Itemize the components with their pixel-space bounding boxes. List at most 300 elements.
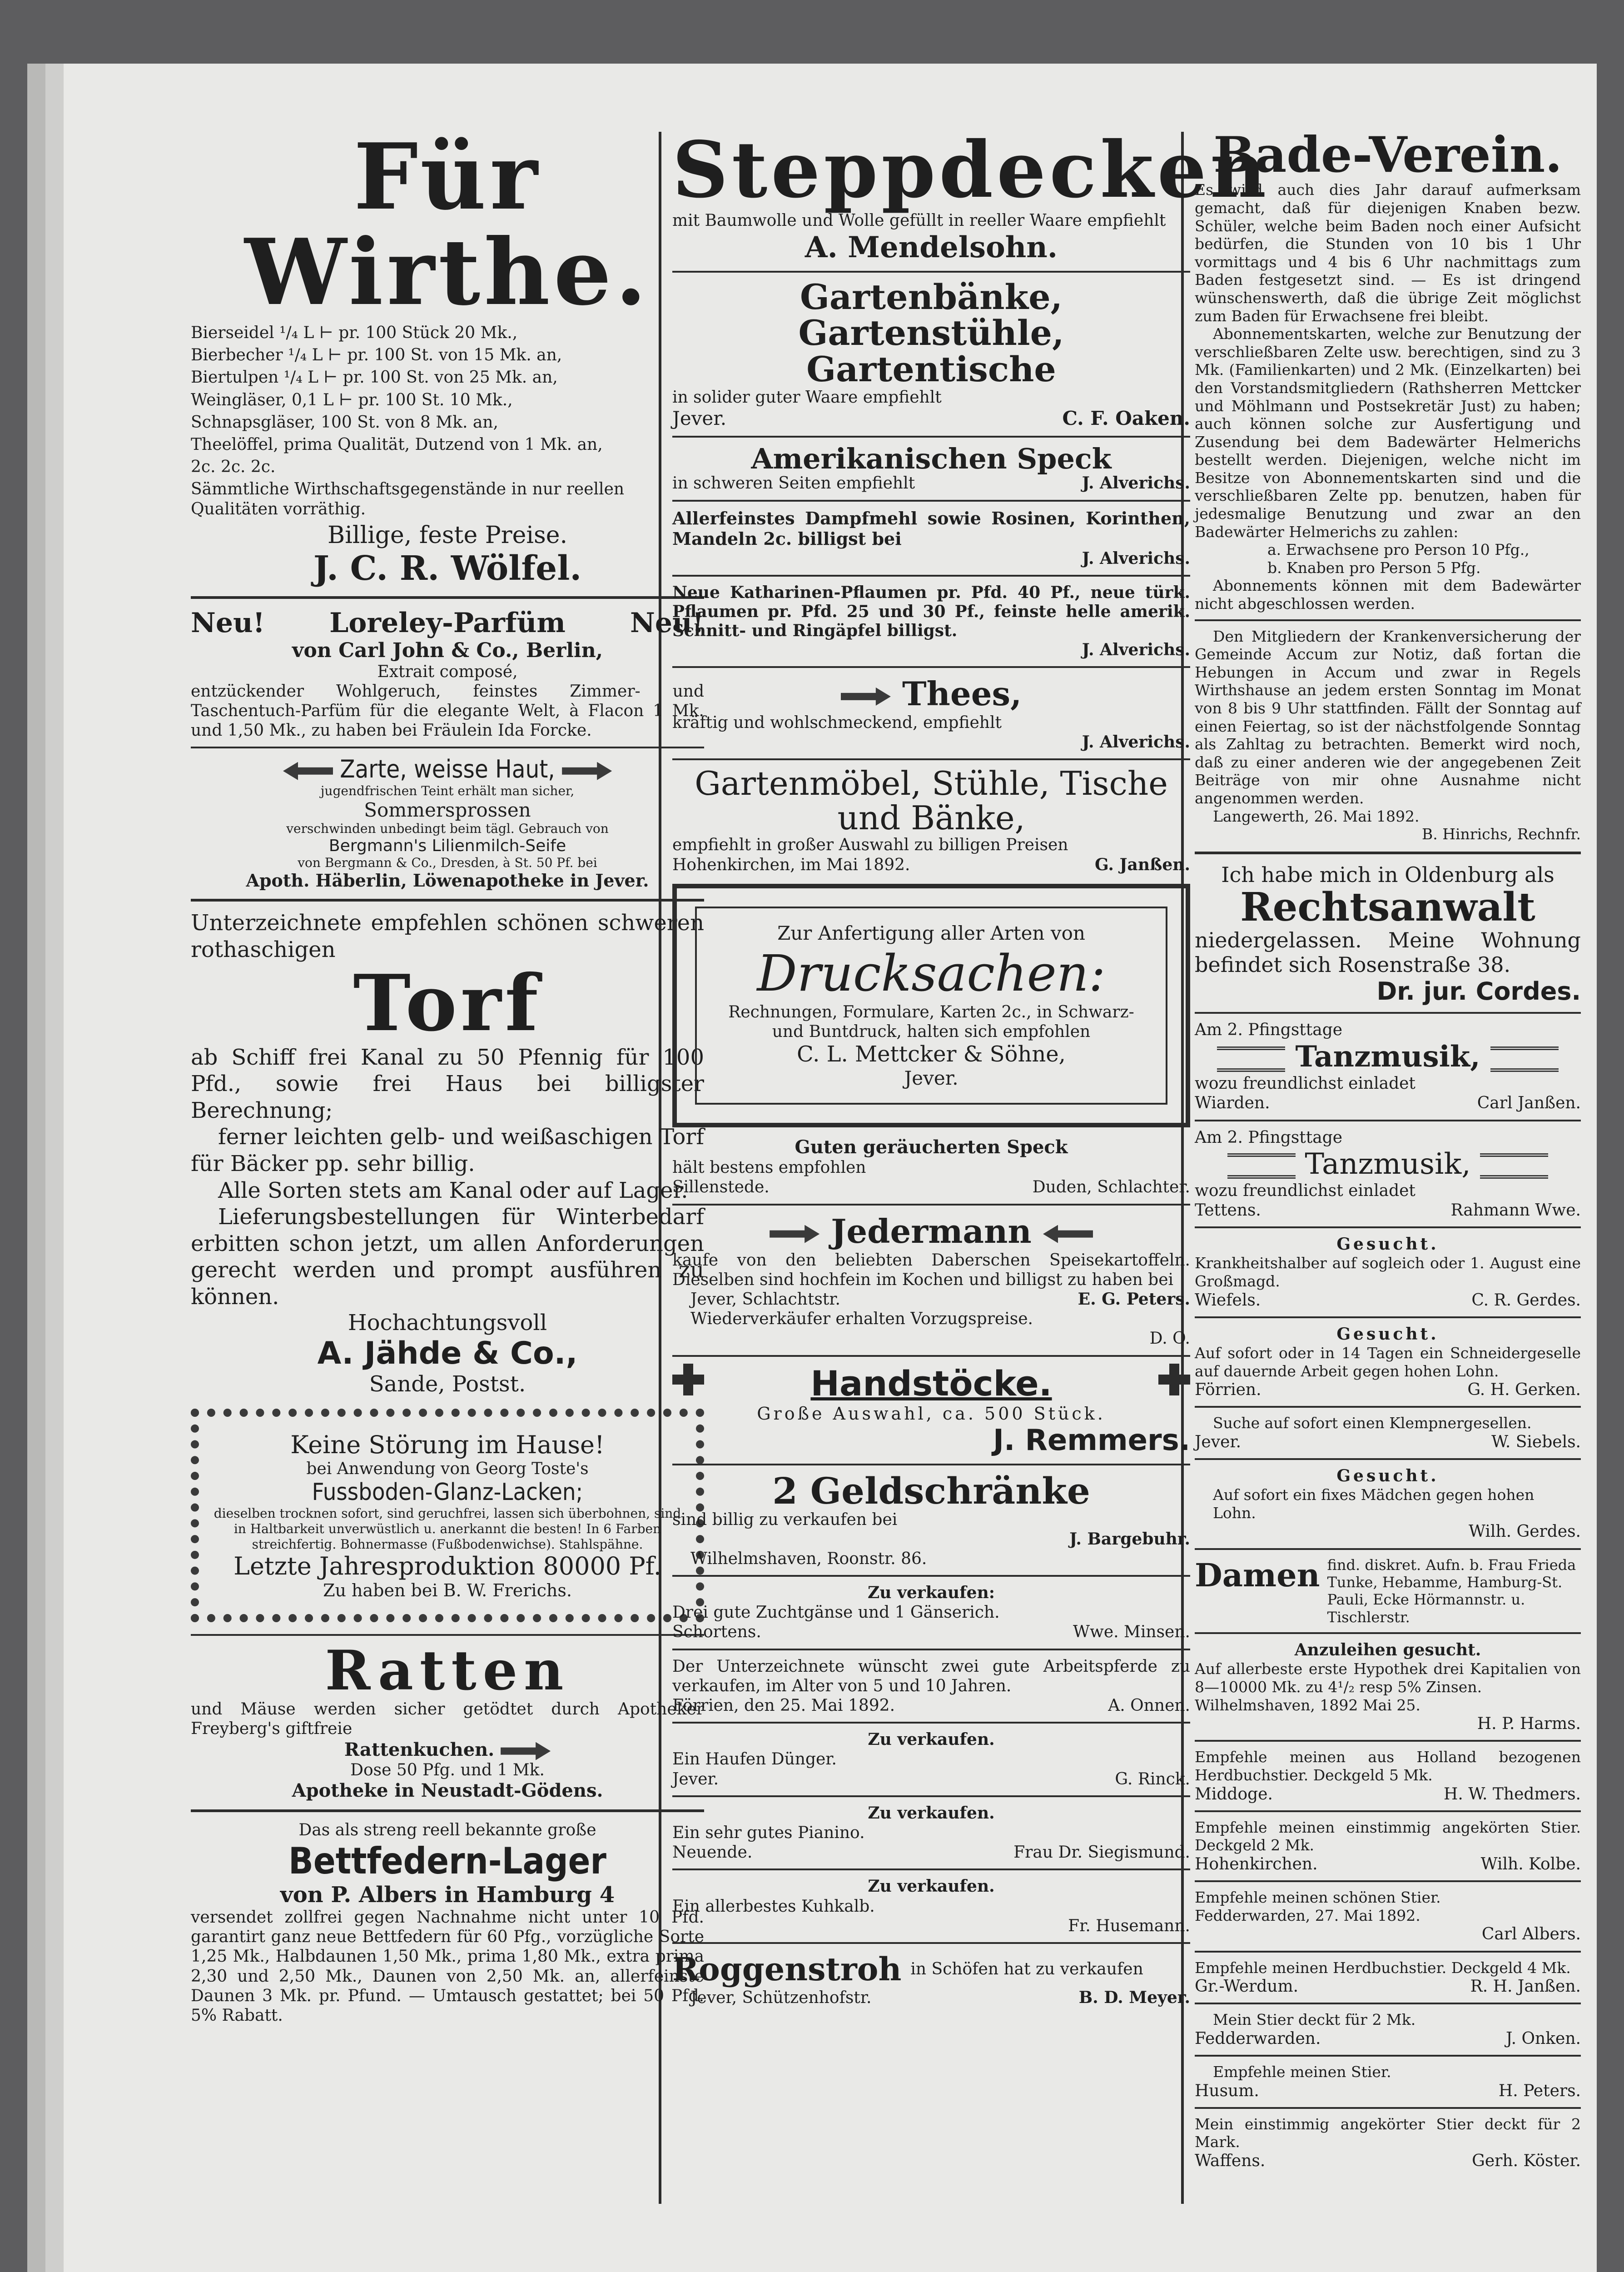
ad-footer xyxy=(1195,1784,1581,1804)
ad-badeverein xyxy=(1195,126,1581,613)
ad-anleihe xyxy=(1195,1640,1581,1734)
ad-text: verschwinden unbedingt beim tägl. Gebrauch von xyxy=(286,821,609,837)
ad-text: Suche auf sofort einen Klempnergesellen. xyxy=(1213,1414,1532,1432)
product-name: Fussboden-Glanz-Lacken; xyxy=(312,1479,583,1506)
ad-title-row xyxy=(672,1212,1190,1251)
ad-tanzmusik-2 xyxy=(1195,1128,1581,1221)
ad-place: Wilhelmshaven, Roonstr. 86. xyxy=(690,1549,927,1568)
ad-title: Steppdecken xyxy=(672,125,1270,215)
ad-price-list xyxy=(191,323,704,519)
ad-text: Abonnements können mit dem Badewärter nicht abgeschlossen werden. xyxy=(1195,577,1581,613)
divider xyxy=(191,899,704,902)
ad-signature: E. G. Peters. xyxy=(1078,1289,1190,1309)
ad-initials: D. O. xyxy=(1149,1329,1190,1348)
ad-intro: Das als streng reell bekannte große xyxy=(298,1820,596,1839)
ad-place: Hohenkirchen, im Mai 1892. xyxy=(672,855,910,874)
ad-gesucht-klempner xyxy=(1195,1414,1581,1452)
ad-footer xyxy=(1195,2151,1581,2171)
ad-tanzmusik-1 xyxy=(1195,1020,1581,1113)
ad-gartenbaenke xyxy=(672,276,1190,430)
divider xyxy=(1195,1120,1581,1121)
ad-signature: H. W. Thedmers. xyxy=(1444,1784,1581,1804)
ad-place: Jever. xyxy=(672,407,727,430)
ad-title: Amerikanischen Speck xyxy=(751,442,1112,476)
ad-footer xyxy=(672,473,1190,493)
ad-place: Langewerth, 26. Mai 1892. xyxy=(1213,807,1420,825)
ad-loreley xyxy=(191,607,704,741)
divider xyxy=(672,575,1190,577)
ad-text: Neue Katharinen-Pflaumen pr. Pfd. 40 Pf., neue türk. Pflaumen pr. Pfd. 25 und 30 Pf., feinste helle amerik. Schnitt- und Ringäpfel billigst. xyxy=(672,583,1190,640)
ad-signature: Wwe. Minsen. xyxy=(1073,1623,1190,1642)
divider xyxy=(672,1868,1190,1870)
ad-title: Torf xyxy=(353,958,542,1049)
ad-signature: J. Alverichs. xyxy=(1082,732,1190,752)
ad-stier-4 xyxy=(1195,2063,1581,2101)
ad-title: Gesucht. xyxy=(1336,1466,1439,1486)
ad-title: Jedermann xyxy=(831,1211,1032,1251)
ad-steppdecken xyxy=(672,125,1270,264)
price-line: Biertulpen ¹/₄ L ⊢ pr. 100 St. von 25 Mk. an, xyxy=(191,368,558,387)
ad-signature: Carl Albers. xyxy=(1481,1925,1581,1944)
ad-footer xyxy=(1195,1432,1581,1452)
ad-title: Zu verkaufen. xyxy=(868,1803,995,1823)
ad-text: Ein allerbestes Kuhkalb. xyxy=(672,1897,875,1916)
ad-text: kaufe von den beliebten Daberschen Speisekartoffeln. Dieselben sind hochfein im Kochen und billigst zu haben bei xyxy=(672,1251,1190,1289)
ad-gartenmoebel xyxy=(672,764,1190,875)
ad-price: Dose 50 Pfg. und 1 Mk. xyxy=(350,1760,545,1779)
ad-damen xyxy=(1195,1556,1581,1626)
ad-signature: B. D. Meyer. xyxy=(1078,1988,1190,2007)
ad-signature: J. C. R. Wölfel. xyxy=(313,548,582,588)
ad-title: 2 Geldschränke xyxy=(772,1469,1090,1512)
ad-title: Gartentische xyxy=(806,349,1056,390)
divider xyxy=(672,1575,1190,1577)
divider xyxy=(1195,1458,1581,1460)
ad-place: Förrien, den 25. Mai 1892. xyxy=(672,1696,895,1715)
ad-lacke xyxy=(191,1409,704,1622)
ad-title: Anzuleihen gesucht. xyxy=(1294,1640,1481,1660)
ad-maker: von Carl John & Co., Berlin, xyxy=(292,638,603,662)
divider xyxy=(1195,1548,1581,1550)
ad-title: Für Wirthe. xyxy=(244,124,651,326)
price-line: Bierbecher ¹/₄ L ⊢ pr. 100 St. von 15 Mk. an, xyxy=(191,346,562,365)
ad-fee: b. Knaben pro Person 5 Pfg. xyxy=(1267,558,1481,577)
ad-footer xyxy=(672,1769,1190,1789)
divider xyxy=(1195,1226,1581,1228)
new-label: Neu! xyxy=(630,607,704,639)
ad-text: in schweren Seiten empfiehlt xyxy=(672,474,915,493)
ad-title-row xyxy=(1195,1040,1581,1074)
ad-text: Auf allerbeste erste Hypothek drei Kapitalien von 8—10000 Mk. zu 4¹/₂ resp 5% Zinsen. xyxy=(1195,1660,1581,1696)
ad-intro: Zur Anfertigung aller Arten von xyxy=(777,922,1085,944)
ad-signature: Dr. jur. Cordes. xyxy=(1376,977,1581,1006)
ad-intro: Ich habe mich in Oldenburg als xyxy=(1221,862,1554,887)
ad-place: Hohenkirchen. xyxy=(1195,1854,1318,1873)
ad-text: ferner leichten gelb- und weißaschigen Torf für Bäcker pp. sehr billig. xyxy=(191,1124,704,1176)
ad-text: Abonnementskarten, welche zur Benutzung der verschließbaren Zelte usw. berechtigen, sind zu 3 Mk. (Familienkarten) und 2 Mk. (Einzelkarten) bei den Vorstandsmitgliedern (Rathsherren Mettcker und Möhlmann und Postsekretär Just) zu haben; auch können solche zur Ausfertigung und Zusendung bei dem Badewärter Helmerichs bestellt werden. Diejenigen, welche nicht im Besitze von Abonnementskarten sind und die verschließbaren Zelte pp. benutzen, haben für jedesmalige Benutzung und zwar an den Badewärter Helmerichs zu zahlen: xyxy=(1195,325,1581,541)
ad-signature: Wilh. Kolbe. xyxy=(1480,1854,1581,1873)
ad-title: Gartenbänke, xyxy=(800,276,1063,317)
ad-signature: J. Alverichs. xyxy=(1082,473,1190,493)
ad-place: Neuende. xyxy=(672,1843,753,1862)
ad-footer xyxy=(672,855,1190,875)
ad-herdbuchstier-1 xyxy=(1195,1748,1581,1804)
divider xyxy=(1195,619,1581,621)
ad-signature: Frau Dr. Siegismund. xyxy=(1013,1843,1190,1862)
ornament-icon xyxy=(1217,1046,1285,1072)
ad-title-row xyxy=(672,674,1190,713)
ad-rechtsanwalt xyxy=(1195,862,1581,1006)
ad-title: Rechtsanwalt xyxy=(1240,884,1535,930)
ad-text: mit Baumwolle und Wolle gefüllt in reeller Waare empfiehlt xyxy=(672,211,1166,230)
ad-highlight: Letzte Jahresproduktion 80000 Pf. xyxy=(233,1552,661,1581)
pointing-hand-icon xyxy=(1043,1225,1093,1243)
ad-place: Fedderwarden, 27. Mai 1892. xyxy=(1195,1906,1420,1924)
ad-title: Bade-Verein. xyxy=(1213,126,1562,184)
ad-title: Thees, xyxy=(902,674,1022,713)
ad-title: Bettfedern-Lager xyxy=(288,1840,606,1882)
ad-text: wozu freundlichst einladet xyxy=(1195,1181,1415,1200)
column-1 xyxy=(191,124,704,2025)
ad-text: hält bestens empfohlen xyxy=(672,1158,866,1177)
ad-footer xyxy=(672,1290,1190,1309)
ad-text: sind billig zu verkaufen bei xyxy=(672,1510,898,1529)
ad-signature: Fr. Husemann. xyxy=(1068,1916,1190,1935)
ad-lilienmilch xyxy=(191,755,704,891)
divider xyxy=(191,1809,704,1812)
divider xyxy=(1195,2055,1581,2057)
ad-signature: J. Onken. xyxy=(1506,2029,1581,2048)
ad-signature: G. Janßen. xyxy=(1094,855,1190,874)
ad-text: Empfehle meinen aus Holland bezogenen Herdbuchstier. Deckgeld 5 Mk. xyxy=(1195,1748,1581,1784)
cross-icon xyxy=(1158,1364,1190,1395)
ad-place: Jever. xyxy=(1195,1432,1242,1451)
ad-drucksachen xyxy=(672,884,1190,1127)
ornament-icon xyxy=(1480,1153,1548,1179)
ad-stier-5 xyxy=(1195,2115,1581,2171)
ad-title: Drucksachen: xyxy=(757,944,1106,1002)
divider xyxy=(672,1355,1190,1357)
ad-date: Am 2. Pfingsttage xyxy=(1195,1128,1343,1147)
ad-wirthe xyxy=(191,124,704,588)
ad-fee: a. Erwachsene pro Person 10 Pfg., xyxy=(1267,541,1530,559)
ad-title-row xyxy=(191,607,704,639)
ad-title-row xyxy=(1195,1147,1581,1181)
ad-place: Förrien. xyxy=(1195,1380,1261,1400)
ad-title: Tanzmusik, xyxy=(1305,1147,1471,1181)
ad-title: Zarte, weisse Haut, xyxy=(340,755,555,784)
ad-geraeucherter-speck xyxy=(672,1136,1190,1197)
ad-dampfmehl xyxy=(672,508,1190,568)
ad-signature: H. P. Harms. xyxy=(1477,1714,1581,1734)
ad-text: dieselben trocknen sofort, sind geruchfrei, lassen sich überbohnen, sind in Haltbarkeit unverwüstlich u. anerkannt die besten! In 6 Farben streichfertig. Bohnermasse (Fußbodenwichse). Stahlspähne. xyxy=(214,1506,681,1552)
divider xyxy=(672,500,1190,502)
ad-title-row xyxy=(191,755,704,783)
divider xyxy=(191,596,704,599)
ad-text: in Schöfen hat zu verkaufen xyxy=(910,1959,1143,1978)
ad-footer xyxy=(672,1622,1190,1642)
pointing-hand-icon xyxy=(562,762,612,780)
ad-signature: Wilh. Gerdes. xyxy=(1468,1522,1581,1541)
ad-herdbuchstier-2 xyxy=(1195,1959,1581,1997)
ad-thees xyxy=(672,674,1190,752)
ad-title: Gesucht. xyxy=(1336,1235,1439,1254)
ad-signature: J. Remmers. xyxy=(993,1423,1190,1457)
ad-footer xyxy=(672,407,1190,429)
ad-krankenversicherung xyxy=(1195,628,1581,843)
ad-footer xyxy=(1195,1093,1581,1113)
ad-inner-frame xyxy=(695,907,1167,1105)
ornament-icon xyxy=(1490,1046,1559,1072)
ad-place: Jever, Schützenhofstr. xyxy=(690,1988,872,2007)
divider xyxy=(1195,1951,1581,1953)
ad-text: Große Auswahl, ca. 500 Stück. xyxy=(757,1403,1106,1424)
ad-ratten xyxy=(191,1639,704,1801)
ad-place: Gr.-Werdum. xyxy=(1195,1977,1299,1996)
ad-pianino xyxy=(672,1804,1190,1863)
ad-title: Zu verkaufen. xyxy=(868,1730,995,1749)
ad-signature: G. Rinck. xyxy=(1115,1769,1190,1789)
product-name xyxy=(191,1739,704,1760)
divider xyxy=(672,1649,1190,1650)
ad-place: Schortens. xyxy=(672,1623,761,1642)
ad-text: find. diskret. Aufn. b. Frau Frieda Tunke, Hebamme, Hamburg-St. Pauli, Ecke Hörmannstr. u. Tischlerstr. xyxy=(1327,1556,1576,1626)
ad-text: Auf sofort oder in 14 Tagen ein Schneidergeselle auf dauernde Arbeit gegen hohen Lohn. xyxy=(1195,1344,1581,1380)
ad-text: bei Anwendung von Georg Toste's xyxy=(306,1460,589,1479)
price-line: Schnapsgläser, 100 St. von 8 Mk. an, xyxy=(191,413,498,432)
ad-text: Wiederverkäufer erhalten Vorzugspreise. xyxy=(690,1310,1033,1329)
ad-title: Roggenstroh xyxy=(672,1950,902,1988)
ad-footer xyxy=(1195,2081,1581,2101)
divider xyxy=(191,1634,704,1636)
ad-zuchtgaense xyxy=(672,1583,1190,1642)
ad-signature: J. Bargebuhr. xyxy=(1069,1529,1190,1549)
ad-place: Middoge. xyxy=(1195,1784,1273,1804)
ad-title: Gartenmöbel, Stühle, Tische und Bänke, xyxy=(695,764,1168,837)
ad-gesucht-grossmagd xyxy=(1195,1235,1581,1310)
ad-signature: J. Alverichs. xyxy=(1082,640,1190,659)
ad-place: Jever, Schlachtstr. xyxy=(690,1290,840,1309)
ad-text: in solider guter Waare empfiehlt xyxy=(672,388,942,407)
ad-text: entzückender Wohlgeruch, feinstes Zimmer- und Taschentuch-Parfüm für die elegante Welt, à Flacon 1 Mk. und 1,50 Mk., zu haben bei Fräulein Ida Forcke. xyxy=(191,682,704,740)
ad-text: Drei gute Zuchtgänse und 1 Gänserich. xyxy=(672,1603,1000,1622)
divider xyxy=(672,436,1190,438)
ad-signature: C. L. Mettcker & Söhne, xyxy=(797,1041,1066,1067)
divider xyxy=(1195,2003,1581,2004)
product-name: Bergmann's Lilienmilch-Seife xyxy=(328,836,566,855)
ad-footer xyxy=(1195,1201,1581,1220)
ad-text: Rechnungen, Formulare, Karten 2c., in Schwarz- und Buntdruck, halten sich empfohlen xyxy=(728,1002,1134,1041)
ad-title: Loreley-Parfüm xyxy=(329,607,566,639)
ad-text: Mein Stier deckt für 2 Mk. xyxy=(1213,2011,1416,2029)
ad-speck xyxy=(672,444,1190,493)
divider xyxy=(672,1795,1190,1797)
ad-text: Ein Haufen Dünger. xyxy=(672,1750,837,1769)
ad-subtitle: Extrait composé, xyxy=(377,662,518,681)
product-label: Rattenkuchen. xyxy=(344,1739,495,1760)
new-label: Neu! xyxy=(191,607,265,639)
ad-footer xyxy=(1195,2029,1581,2048)
ad-title: Tanzmusik, xyxy=(1295,1040,1480,1074)
ad-jedermann xyxy=(672,1212,1190,1349)
ad-text: jugendfrischen Teint erhält man sicher, xyxy=(320,783,575,799)
ad-seller: Apotheke in Neustadt-Gödens. xyxy=(292,1779,603,1801)
ad-torf xyxy=(191,910,704,1397)
ad-text: Empfehle meinen Stier. xyxy=(1213,2063,1391,2081)
ad-stier-2 xyxy=(1195,1888,1581,1944)
ad-stier-3 xyxy=(1195,2011,1581,2048)
ad-text: Den Mitgliedern der Krankenversicherung der Gemeinde Accum zur Notiz, daß fortan die Hebungen in Accum und zwar in Regels Wirthshause an jedem ersten Sonntag im Monat von 8 bis 9 Uhr stattfinden. Fällt der Sonntag auf einen Feiertag, so ist der nächstfolgende Sonntag als Zahltag zu betrachten. Bemerkt wird noch, daß zu einer anderen wie der angegebenen Zeit Beiträge von mir ohne Ausnahme nicht angenommen werden. xyxy=(1195,627,1581,807)
ad-seller: Zu haben bei B. W. Frerichs. xyxy=(323,1580,572,1601)
divider xyxy=(1195,1012,1581,1014)
ad-pflaumen xyxy=(672,583,1190,660)
divider xyxy=(1195,852,1581,854)
divider xyxy=(1195,1632,1581,1634)
ad-text: von Bergmann & Co., Dresden, à St. 50 Pf. bei xyxy=(298,855,597,870)
ad-signature: Duden, Schlachter. xyxy=(1032,1178,1190,1197)
ad-place: Sande, Postst. xyxy=(369,1371,526,1397)
ad-signature: C. F. Oaken. xyxy=(1062,407,1190,430)
ad-signature: R. H. Janßen. xyxy=(1470,1977,1581,1996)
ad-stier-1 xyxy=(1195,1819,1581,1874)
ad-text: und Mäuse werden sicher getödtet durch Apotheker Freyberg's giftfreie xyxy=(191,1700,704,1739)
ad-place: Wiefels. xyxy=(1195,1290,1261,1310)
ad-signature: H. Peters. xyxy=(1498,2081,1581,2100)
ad-signature: A. Onnen. xyxy=(1108,1696,1190,1715)
divider xyxy=(1195,1406,1581,1408)
divider xyxy=(672,1942,1190,1944)
ad-signature: Rahmann Wwe. xyxy=(1450,1201,1581,1220)
ad-arbeitspferde xyxy=(672,1657,1190,1716)
ad-bettfedern xyxy=(191,1820,704,2025)
ad-footer xyxy=(672,1696,1190,1715)
ad-text: ab Schiff frei Kanal zu 50 Pfennig für 100 Pfd., sowie frei Haus bei billigster Berechnung; xyxy=(191,1044,704,1123)
ad-title: Handstöcke. xyxy=(810,1363,1052,1404)
divider xyxy=(1195,1810,1581,1812)
ad-place: Sillenstede. xyxy=(672,1178,770,1197)
ad-seller: Apoth. Häberlin, Löwenapotheke in Jever. xyxy=(246,870,649,891)
ad-duenger xyxy=(672,1730,1190,1789)
ad-text: wozu freundlichst einladet xyxy=(1195,1074,1415,1093)
pointing-hand-icon xyxy=(770,1225,819,1243)
ad-text: Empfehle meinen Herdbuchstier. Deckgeld 4 Mk. xyxy=(1195,1958,1571,1977)
ad-place: Jever. xyxy=(904,1067,959,1090)
ad-place: Husum. xyxy=(1195,2081,1259,2100)
price-line: Theelöffel, prima Qualität, Dutzend von 1 Mk. an, xyxy=(191,435,603,454)
divider xyxy=(1195,1740,1581,1742)
ad-title: Keine Störung im Hause! xyxy=(290,1430,605,1460)
ad-text: Empfehle meinen schönen Stier. xyxy=(1195,1888,1441,1907)
ad-text: versendet zollfrei gegen Nachnahme nicht unter 10 Pfd. garantirt ganz neue Bettfedern für 60 Pfg., vorzügliche Sorte 1,25 Mk., Halbdaunen 1,50 Mk., prima 1,80 Mk., extra prima 2,30 und 2,50 Mk., Daunen von 2,50 Mk. an, allerfeinste Daunen 3 Mk. pr. Pfund. — Umtausch gestattet; bei 50 Pfd. 5% Rabatt. xyxy=(191,1908,704,2025)
ad-signature: G. H. Gerken. xyxy=(1467,1380,1581,1400)
ad-text: Ein sehr gutes Pianino. xyxy=(672,1823,865,1842)
cross-icon xyxy=(672,1364,704,1395)
ad-signature: J. Alverichs. xyxy=(1082,548,1190,568)
ad-title-row xyxy=(672,1950,1190,1988)
ad-signature: Carl Janßen. xyxy=(1477,1094,1581,1113)
ad-date: Am 2. Pfingsttage xyxy=(1195,1021,1343,1040)
ad-geldschraenke xyxy=(672,1469,1190,1569)
ad-place: Fedderwarden. xyxy=(1195,2029,1321,2048)
ad-signature: W. Siebels. xyxy=(1491,1432,1581,1451)
ad-text: Allerfeinstes Dampfmehl sowie Rosinen, Korinthen, Mandeln 2c. billigst bei xyxy=(672,508,1190,549)
divider xyxy=(191,747,704,748)
ad-text: Auf sofort ein fixes Mädchen gegen hohen Lohn. xyxy=(1213,1486,1535,1522)
ad-gesucht-maedchen xyxy=(1195,1466,1581,1542)
ad-greeting: Hochachtungsvoll xyxy=(348,1310,547,1336)
price-line: Sämmtliche Wirthschaftsgegenstände in nur reellen Qualitäten vorräthig. xyxy=(191,480,625,518)
ad-text: kräftig und wohlschmeckend, empfiehlt xyxy=(672,713,1002,732)
divider xyxy=(1195,2107,1581,2109)
ad-footer xyxy=(1195,1380,1581,1400)
ad-footer xyxy=(1195,1290,1581,1310)
pointing-hand-icon xyxy=(283,762,333,780)
ad-title: Zu verkaufen: xyxy=(867,1583,995,1603)
ad-signature: A. Jähde & Co., xyxy=(317,1335,578,1372)
ad-roggenstroh xyxy=(672,1950,1190,2008)
ad-highlight: Sommersprossen xyxy=(364,799,531,822)
ad-text: empfiehlt in großer Auswahl zu billigen Preisen xyxy=(672,836,1068,855)
ad-text: Krankheitshalber auf sogleich oder 1. August eine Großmagd. xyxy=(1195,1254,1581,1290)
ad-place: Jever. xyxy=(672,1769,719,1789)
ad-title: Guten geräucherten Speck xyxy=(795,1136,1068,1158)
ad-place: Wilhelmshaven, 1892 Mai 25. xyxy=(1195,1696,1420,1714)
ad-signature: Gerh. Köster. xyxy=(1472,2152,1581,2171)
divider xyxy=(1195,1880,1581,1882)
divider xyxy=(672,1464,1190,1465)
ornament-icon xyxy=(1227,1153,1296,1179)
ad-place: Tettens. xyxy=(1195,1201,1261,1220)
pointing-hand-icon xyxy=(841,688,891,706)
ad-signature: B. Hinrichs, Rechnfr. xyxy=(1421,825,1581,843)
ad-place: Waffens. xyxy=(1195,2152,1266,2171)
ad-signature: A. Mendelsohn. xyxy=(805,230,1058,264)
ad-gesucht-schneider xyxy=(1195,1325,1581,1400)
divider xyxy=(672,271,1190,273)
ad-title: Zu verkaufen. xyxy=(868,1877,995,1896)
ad-text: niedergelassen. Meine Wohnung befindet sich Rosenstraße 38. xyxy=(1195,928,1581,977)
divider xyxy=(672,666,1190,668)
ad-text: Der Unterzeichnete wünscht zwei gute Arbeitspferde zu verkaufen, im Alter von 5 und 10 Jahren. xyxy=(672,1657,1190,1695)
column-3 xyxy=(1195,126,1581,2171)
ad-title: Damen xyxy=(1195,1556,1320,1594)
ad-title: Gartenstühle, xyxy=(798,313,1064,354)
divider xyxy=(672,1204,1190,1206)
price-line: Bierseidel ¹/₄ L ⊢ pr. 100 Stück 20 Mk., xyxy=(191,324,518,342)
ad-text: Mein einstimmig angekörter Stier deckt für 2 Mark. xyxy=(1195,2115,1581,2151)
ad-footer xyxy=(1195,1854,1581,1874)
price-line: 2c. 2c. 2c. xyxy=(191,458,276,477)
pointing-hand-icon xyxy=(501,1742,551,1760)
ad-footer xyxy=(1195,1977,1581,1996)
ad-intro: Unterzeichnete empfehlen schönen schweren rothaschigen xyxy=(191,910,704,962)
ad-title: Ratten xyxy=(325,1639,570,1703)
ad-kuhkalb xyxy=(672,1877,1190,1936)
ad-title: Gesucht. xyxy=(1336,1324,1439,1344)
divider xyxy=(672,1722,1190,1724)
ad-slogan: Billige, feste Preise. xyxy=(328,521,567,549)
ad-handstoecke xyxy=(672,1363,1190,1457)
ad-text: Lieferungsbestellungen für Winterbedarf erbitten schon jetzt, um allen Anforderungen gerecht werden und prompt ausführen zu können. xyxy=(191,1204,704,1310)
ad-text: Es wird auch dies Jahr darauf aufmerksam gemacht, daß für diejenigen Knaben bezw. Schüler, welche beim Baden noch einer Aufsicht bedürfen, die Stunden von 10 bis 1 Uhr vormittags und 4 bis 6 Uhr nachmittags zum Baden festgesetzt sind. — Es ist dringend wünschenswerth, daß die übrige Zeit möglichst zum Baden für Erwachsene frei bleibt. xyxy=(1195,181,1581,325)
price-line: Weingläser, 0,1 L ⊢ pr. 100 St. 10 Mk., xyxy=(191,390,513,409)
ad-footer xyxy=(672,1988,1190,2008)
ad-title-row xyxy=(672,1363,1190,1404)
ad-footer xyxy=(672,1177,1190,1197)
divider xyxy=(1195,1316,1581,1318)
ad-text: Alle Sorten stets am Kanal oder auf Lager. xyxy=(218,1177,688,1203)
newspaper-page xyxy=(64,64,1597,2272)
